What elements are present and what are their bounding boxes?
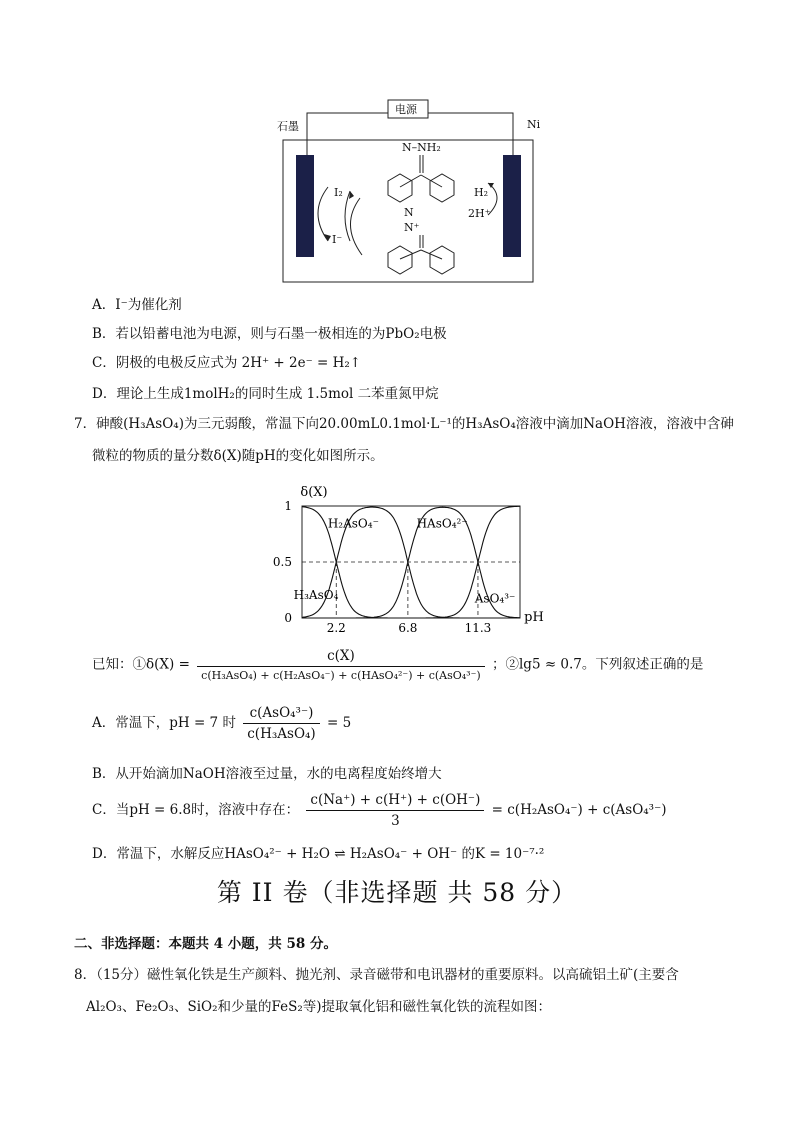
q7-a-denominator: c(H₃AsO₄) <box>247 726 316 742</box>
delta-denominator: c(H₃AsO₄) + c(H₂AsO₄⁻) + c(HAsO₄²⁻) + c(AsO₄³⁻) <box>201 669 481 682</box>
x-axis-label: pH <box>524 610 544 625</box>
q8-line2: Al₂O₃、Fe₂O₃、SiO₂和少量的FeS₂等)提取氧化铝和磁性氧化铁的流程如图： <box>86 999 552 1015</box>
x-tick-0: 2.2 <box>326 621 346 635</box>
q7-stem-line1: 7．砷酸(H₃AsO₄)为三元弱酸，常温下向20.00mL0.1mol·L⁻¹的H₃AsO₄溶液中滴加NaOH溶液，溶液中含砷 <box>74 416 734 432</box>
electrolysis-cell-diagram <box>270 95 540 285</box>
q7-a-fraction <box>243 705 319 742</box>
q7-c-denominator: 3 <box>391 813 400 829</box>
q7-c-fraction <box>306 792 484 829</box>
diazo-n-plus: N⁺ <box>404 221 420 234</box>
diazo-n: N <box>404 206 414 219</box>
graphite-electrode <box>296 155 314 257</box>
series-label-0: H₃AsO₄ <box>293 587 339 602</box>
known-prefix: 已知：①δ(X) = <box>92 656 190 673</box>
q7-option-b: B．从开始滴加NaOH溶液至过量，水的电离程度始终增大 <box>92 766 442 782</box>
q7-c-prefix: C．当pH = 6.8时，溶液中存在： <box>92 802 300 818</box>
series-label-1: H₂AsO₄⁻ <box>327 516 379 531</box>
delta-fraction <box>197 648 485 682</box>
q6-option-c: C．阴极的电极反应式为 2H⁺ + 2e⁻ = H₂↑ <box>92 355 362 371</box>
q7-c-numerator: c(Na⁺) + c(H⁺) + c(OH⁻) <box>306 792 484 811</box>
q6-option-a: A．I⁻为催化剂 <box>92 297 182 313</box>
q6-option-d: D．理论上生成1molH₂的同时生成 1.5mol 二苯重氮甲烷 <box>92 386 439 402</box>
y-tick-2: 1 <box>284 499 292 513</box>
y-tick-1: 0.5 <box>272 555 292 569</box>
h2-label: H₂ <box>474 186 489 199</box>
x-tick-2: 11.3 <box>464 621 492 635</box>
q7-stem-line2: 微粒的物质的量分数δ(X)随pH的变化如图所示。 <box>92 448 384 464</box>
nickel-electrode <box>503 155 521 257</box>
delta-numerator: c(X) <box>197 648 485 667</box>
q7-option-a <box>92 705 351 742</box>
q7-option-d: D．常温下，水解反应HAsO₄²⁻ + H₂O ⇌ H₂AsO₄⁻ + OH⁻ 的K = 10⁻⁷·² <box>92 846 545 862</box>
q7-a-numerator: c(AsO₄³⁻) <box>243 705 319 724</box>
q7-c-suffix: = c(H₂AsO₄⁻) + c(AsO₄³⁻) <box>491 802 667 818</box>
graphite-label: 石墨 <box>277 120 299 133</box>
series-label-3: AsO₄³⁻ <box>474 591 516 606</box>
section-title: 二、非选择题：本题共 4 小题，共 58 分。 <box>74 936 337 952</box>
hydrazone-group: N–NH₂ <box>402 141 441 154</box>
distribution-chart <box>270 478 550 638</box>
hplus-label: 2H⁺ <box>468 207 491 220</box>
q7-a-suffix: = 5 <box>326 715 352 731</box>
known-formula <box>92 648 703 682</box>
q7-option-c <box>92 792 667 829</box>
iodine-label: I₂ <box>334 186 343 199</box>
series-label-2: HAsO₄²⁻ <box>416 516 468 531</box>
power-source-label: 电源 <box>395 103 417 116</box>
known-suffix: ；②lg5 ≈ 0.7。下列叙述正确的是 <box>491 656 704 673</box>
q8-line1: 8．（15分）磁性氧化铁是生产颜料、抛光剂、录音磁带和电讯器材的重要原料。以高硫铝土矿(主要含 <box>74 967 679 983</box>
iodide-label: I⁻ <box>332 233 343 246</box>
part2-heading: 第 II 卷（非选择题 共 58 分） <box>216 878 578 907</box>
q7-a-prefix: A．常温下，pH = 7 时 <box>92 715 236 731</box>
y-axis-label: δ(X) <box>300 485 328 500</box>
q6-option-b: B．若以铅蓄电池为电源，则与石墨一极相连的为PbO₂电极 <box>92 326 447 342</box>
x-tick-1: 6.8 <box>398 621 418 635</box>
y-tick-0: 0 <box>284 611 292 625</box>
nickel-label: Ni <box>527 118 541 131</box>
